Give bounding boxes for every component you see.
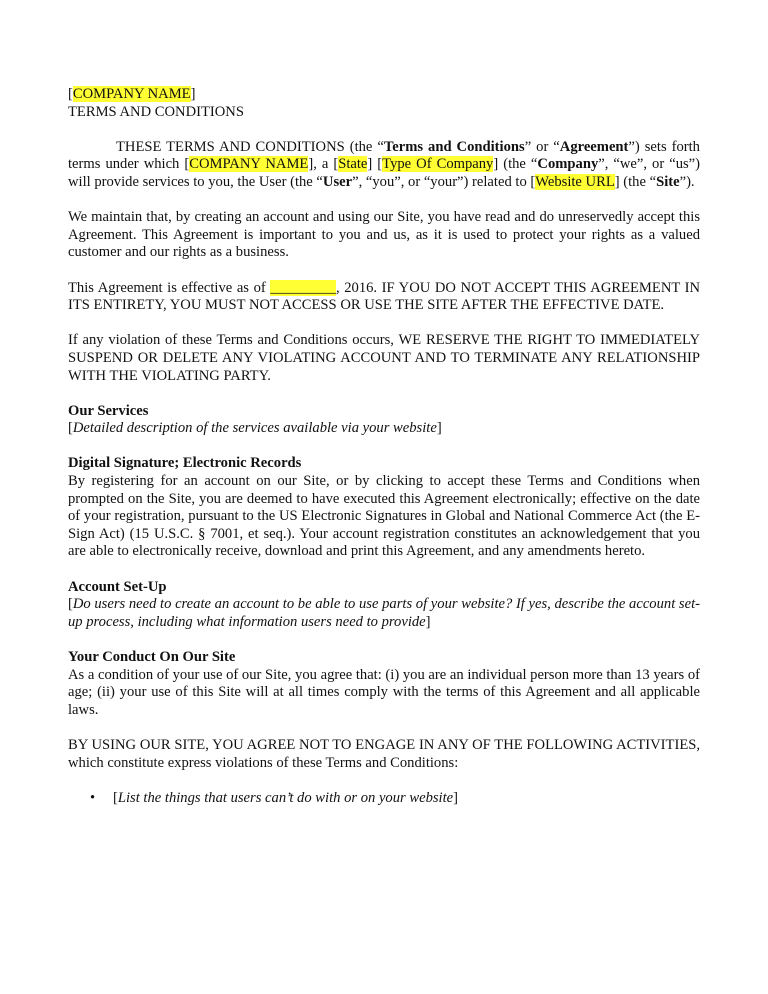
signature-body: By registering for an account on our Site, or by clicking to accept these Terms and Conditions when prompted on the Site, you are deemed to have executed this Agreement electronically; effective on the date of your registration, pursuant to the US Electronic Signatures in Global and National Commerce Act (the E-Sign Act) (15 U.S.C. § 7001, et seq.). Your account registration constitutes an acknowledgement that you are able to electronically receive, download and print this Agreement, and any amendments hereto. [68, 473, 700, 560]
document-page [68, 86, 700, 807]
company-type-placeholder: Type Of Company [382, 156, 494, 173]
maintain-paragraph: We maintain that, by creating an account and using our Site, you have read and do unreservedly accept this Agreement. This Agreement is important to you and us, as it is used to protect your rights as a valued customer and our rights as a business. [68, 209, 700, 261]
list-item: • [List the things that users can’t do with or on your website] [90, 789, 459, 806]
signature-heading: Digital Signature; Electronic Records [68, 455, 302, 472]
effective-date-paragraph: This Agreement is effective as of _________, 2016. IF YOU DO NOT ACCEPT THIS AGREEMENT IN ITS ENTIRETY, YOU MUST NOT ACCESS OR USE THE SITE AFTER THE EFFECTIVE DATE. [68, 279, 700, 314]
bullet-icon: • [90, 789, 96, 806]
intro-paragraph: THESE TERMS AND CONDITIONS (the “Terms and Conditions” or “Agreement”) sets forth terms under which [COMPANY NAME], a [State] [Type Of Company] (the “Company”, “we”, or “us”) will provide services to you, the User (the “User”, “you”, or “your”) related to [Website URL] (the “Site”). [68, 138, 701, 190]
account-body: [Do users need to create an account to be able to use parts of your website? If yes, describe the account set-up process, including what information users need to provide] [68, 596, 700, 630]
effective-date-blank: _________ [270, 279, 336, 296]
services-heading: Our Services [68, 402, 149, 419]
state-placeholder: State [338, 156, 368, 173]
conduct-body: As a condition of your use of our Site, you agree that: (i) you are an individual person more than 13 years of age; (ii) your use of this Site will at all times comply with the terms of this Agreement and all applicable laws. [68, 666, 700, 718]
violation-paragraph: If any violation of these Terms and Conditions occurs, WE RESERVE THE RIGHT TO IMMEDIATELY SUSPEND OR DELETE ANY VIOLATING ACCOUNT AND TO TERMINATE ANY RELATIONSHIP WITH THE VIOLATING PARTY. [68, 332, 700, 384]
services-body: [Detailed description of the services available via your website] [68, 420, 442, 437]
document-title: TERMS AND CONDITIONS [68, 103, 244, 120]
conduct-heading: Your Conduct On Our Site [68, 649, 236, 665]
website-url-placeholder: Website URL [535, 173, 615, 190]
company-name-placeholder: COMPANY NAME [72, 86, 191, 102]
account-heading: Account Set-Up [68, 578, 167, 595]
prohibited-intro: BY USING OUR SITE, YOU AGREE NOT TO ENGAGE IN ANY OF THE FOLLOWING ACTIVITIES, which constitute express violations of these Terms and Conditions: [68, 736, 700, 771]
company-name-placeholder: COMPANY NAME [189, 156, 309, 173]
company-name-heading: [COMPANY NAME] [68, 86, 196, 102]
